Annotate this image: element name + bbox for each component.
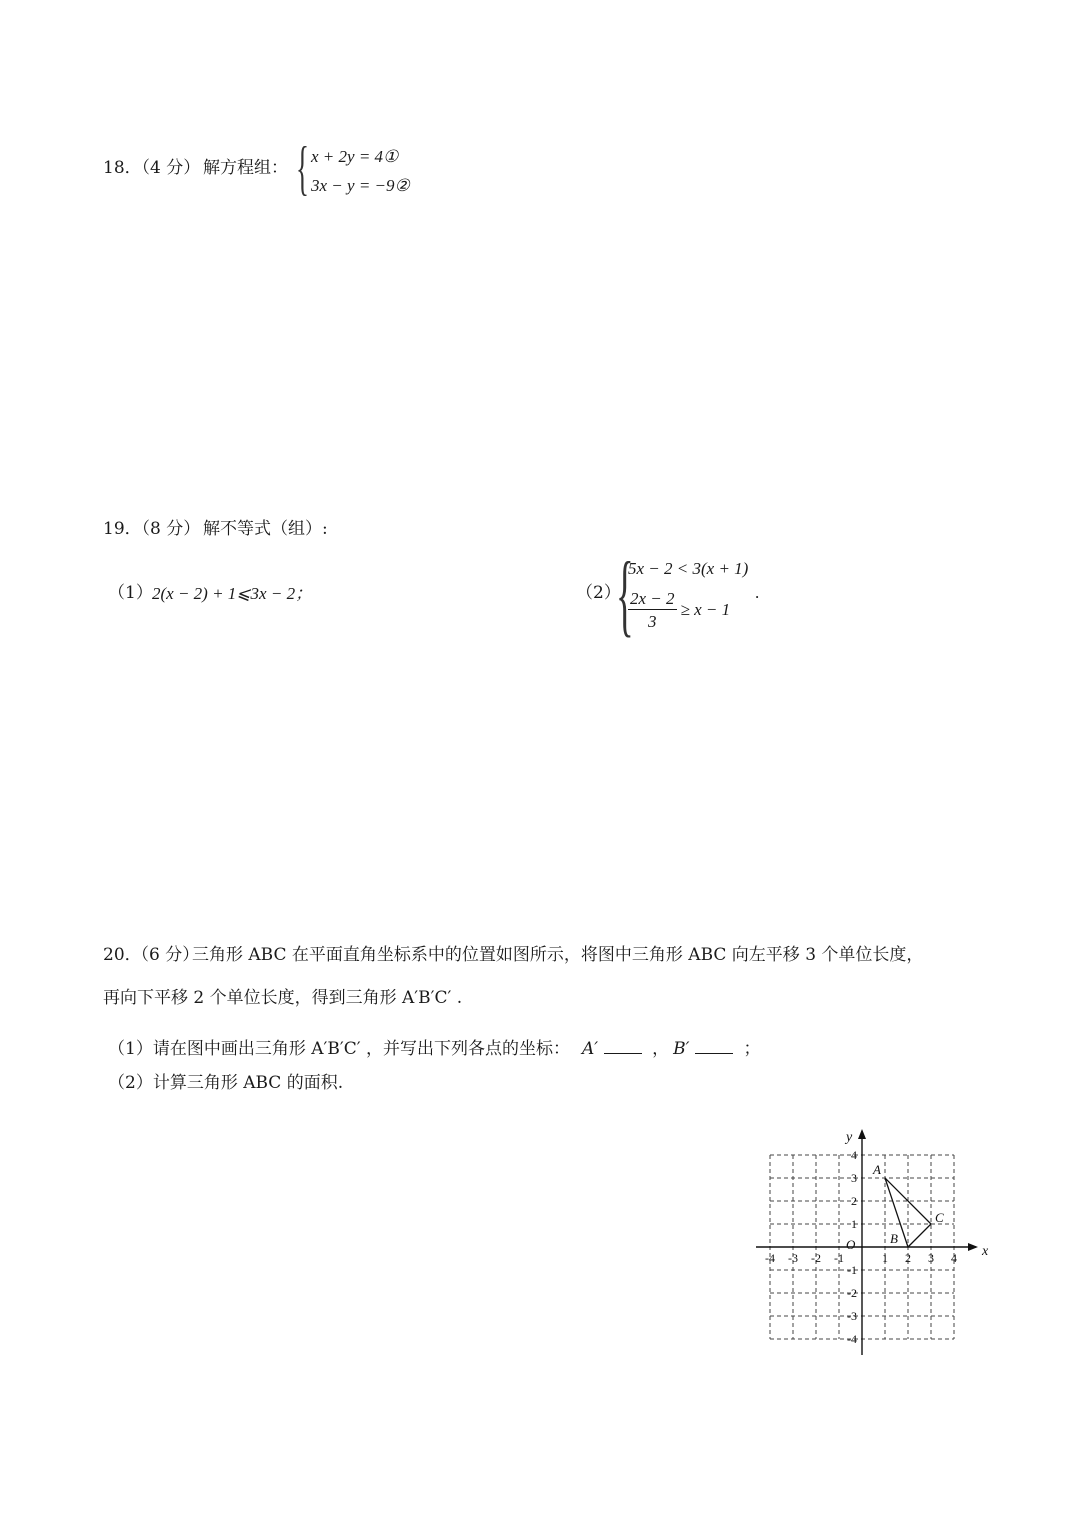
x-tick-label: -2 xyxy=(811,1251,821,1265)
x-axis-arrow xyxy=(968,1243,978,1251)
y-axis-arrow xyxy=(858,1129,866,1139)
q19-part1-inequality: 2(x − 2) + 1⩽3x − 2； xyxy=(152,584,313,603)
q18-equation-2: 3x − y = −9② xyxy=(311,176,410,195)
q20-line2: 再向下平移 2 个单位长度，得到三角形 A′B′C′ . xyxy=(103,988,463,1008)
y-tick-label: 2 xyxy=(851,1194,857,1208)
q20-part1-text: （1）请在图中画出三角形 A′B′C′ ，并写出下列各点的坐标： xyxy=(108,1039,570,1059)
y-axis-label: y xyxy=(846,1130,853,1145)
x-tick-label: 1 xyxy=(882,1251,888,1265)
q19-part2-end: . xyxy=(755,583,760,602)
y-tick-label: -1 xyxy=(847,1263,857,1277)
x-tick-label: -4 xyxy=(765,1251,775,1265)
q19-part2-label: （2） xyxy=(576,583,621,603)
x-tick-label: 2 xyxy=(905,1251,911,1265)
q19-fraction-numerator: 2x − 2 xyxy=(630,589,675,608)
vertex-label-a: A xyxy=(873,1162,881,1177)
vertex-label-c: C xyxy=(935,1210,944,1225)
q20-part1-B-label: B′ xyxy=(673,1039,690,1059)
coordinate-grid-figure xyxy=(740,1105,990,1355)
q19-fraction-denominator: 3 xyxy=(648,612,657,631)
q18-number: 18． xyxy=(103,158,142,178)
q20-part1-A-label: A′ xyxy=(581,1039,599,1059)
q20-number: 20． xyxy=(103,945,142,965)
q18-brace: { xyxy=(296,135,309,201)
q18-points: （4 分） xyxy=(133,158,201,178)
y-tick-label: -4 xyxy=(847,1332,857,1346)
q18-equation-1: x + 2y = 4① xyxy=(311,147,399,166)
q20-answer-blank-A[interactable] xyxy=(604,1052,642,1054)
q19-prompt: 解不等式（组）: xyxy=(203,519,328,539)
q20-part1-end: ； xyxy=(743,1039,761,1059)
y-tick-label: 4 xyxy=(851,1148,857,1162)
x-tick-label: -1 xyxy=(834,1251,844,1265)
q20-points: （6 分） xyxy=(132,945,200,965)
q20-line1: 三角形 ABC 在平面直角坐标系中的位置如图所示，将图中三角形 ABC 向左平移 3 个单位长度， xyxy=(192,945,924,965)
y-tick-label: -3 xyxy=(847,1309,857,1323)
q18-prompt: 解方程组： xyxy=(203,158,288,178)
x-tick-label: 4 xyxy=(951,1251,957,1265)
q19-part2-rhs: ≥ x − 1 xyxy=(680,600,731,619)
x-tick-label: 3 xyxy=(928,1251,934,1265)
q20-answer-blank-B[interactable] xyxy=(695,1052,733,1054)
y-tick-label: 1 xyxy=(851,1217,857,1231)
x-tick-label: -3 xyxy=(788,1251,798,1265)
q19-fraction xyxy=(628,590,677,630)
q20-part1 xyxy=(108,1034,760,1059)
origin-label: O xyxy=(846,1237,856,1252)
q20-part2: （2）计算三角形 ABC 的面积. xyxy=(108,1073,344,1093)
q19-part2-line1: 5x − 2 < 3(x + 1) xyxy=(628,559,749,578)
q19-points: （8 分） xyxy=(133,519,201,539)
q19-part2-line2 xyxy=(628,590,730,630)
q20-part1-separator: ， xyxy=(652,1039,670,1059)
vertex-label-b: B xyxy=(890,1231,898,1246)
q19-part1-label: （1） xyxy=(108,583,153,603)
y-tick-label: 3 xyxy=(851,1171,857,1185)
q19-part2-brace: { xyxy=(616,543,634,645)
y-tick-label: -2 xyxy=(847,1286,857,1300)
q19-number: 19． xyxy=(103,519,142,539)
x-axis-label: x xyxy=(982,1244,989,1259)
